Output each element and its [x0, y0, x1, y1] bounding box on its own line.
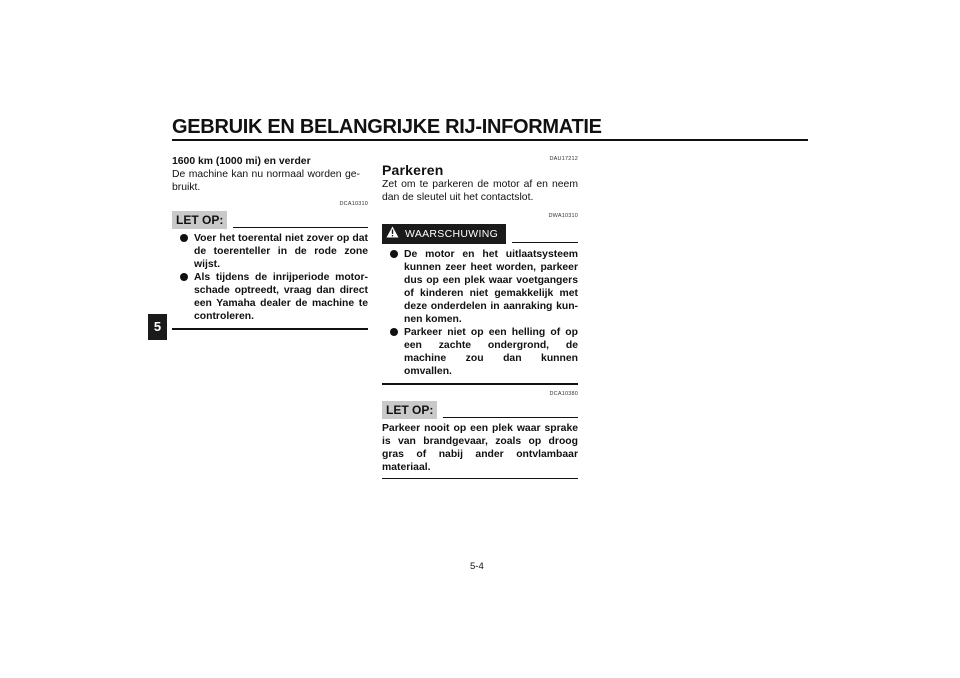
warning-list	[382, 248, 578, 378]
warning-label: WAARSCHUWING	[405, 228, 499, 240]
warning-code: DWA10310	[548, 213, 578, 219]
list-item: Parkeer niet op een helling of op een zachte ondergrond, de machine zou dan kunnen omvallen.	[382, 326, 578, 378]
list-item: Voer het toerental niet zover op dat de toerenteller in de rode zone wijst.	[172, 232, 368, 271]
section-code: DAU17212	[549, 156, 578, 162]
warning-end-rule	[382, 383, 578, 385]
chapter-tab: 5	[148, 314, 167, 340]
bullet-icon	[390, 328, 398, 336]
left-intro: De machine kan nu normaal worden ge-bruikt.	[172, 169, 360, 193]
header-rule	[172, 139, 808, 141]
right-notice-end-rule	[382, 478, 578, 480]
bullet-icon	[390, 250, 398, 258]
list-item: De motor en het uitlaatsysteem kunnen zeer heet worden, parkeer dus op een plek waar voetgangers of kinderen niet gemakkelijk met deze onderdelen in aanraking kun-nen komen.	[382, 248, 578, 326]
left-notice-list	[172, 232, 368, 323]
right-notice-label: LET OP:	[382, 401, 437, 419]
page-header-title: GEBRUIK EN BELANGRIJKE RIJ-INFORMATIE	[172, 116, 602, 138]
warning-label-box	[382, 224, 506, 244]
left-notice-end-rule	[172, 328, 368, 330]
left-notice-line	[233, 227, 368, 228]
page-number: 5-4	[470, 561, 484, 572]
left-notice-code: DCA10310	[339, 201, 368, 207]
right-notice-code: DCA10380	[549, 390, 578, 397]
section-title: Parkeren	[382, 162, 444, 178]
bullet-icon	[180, 234, 188, 242]
warning-header	[382, 224, 578, 244]
warning-line	[512, 242, 578, 243]
warning-triangle-icon	[386, 226, 399, 242]
right-column	[382, 153, 578, 479]
right-notice-line	[443, 417, 578, 418]
left-notice-label: LET OP:	[172, 211, 227, 229]
right-notice-text: Parkeer nooit op een plek waar sprake is van brandgevaar, zoals op droog gras of nabij ander ontvlambaar materiaal.	[382, 422, 578, 473]
bullet-icon	[180, 273, 188, 281]
left-column	[172, 155, 368, 330]
right-notice-header	[382, 401, 578, 419]
list-item: Als tijdens de inrijperiode motor-schade optreedt, vraag dan direct een Yamaha dealer de machine te controleren.	[172, 271, 368, 323]
left-notice-header	[172, 211, 368, 229]
section-intro: Zet om te parkeren de motor af en neem dan de sleutel uit het contactslot.	[382, 179, 578, 203]
left-subheading: 1600 km (1000 mi) en verder	[172, 156, 311, 167]
